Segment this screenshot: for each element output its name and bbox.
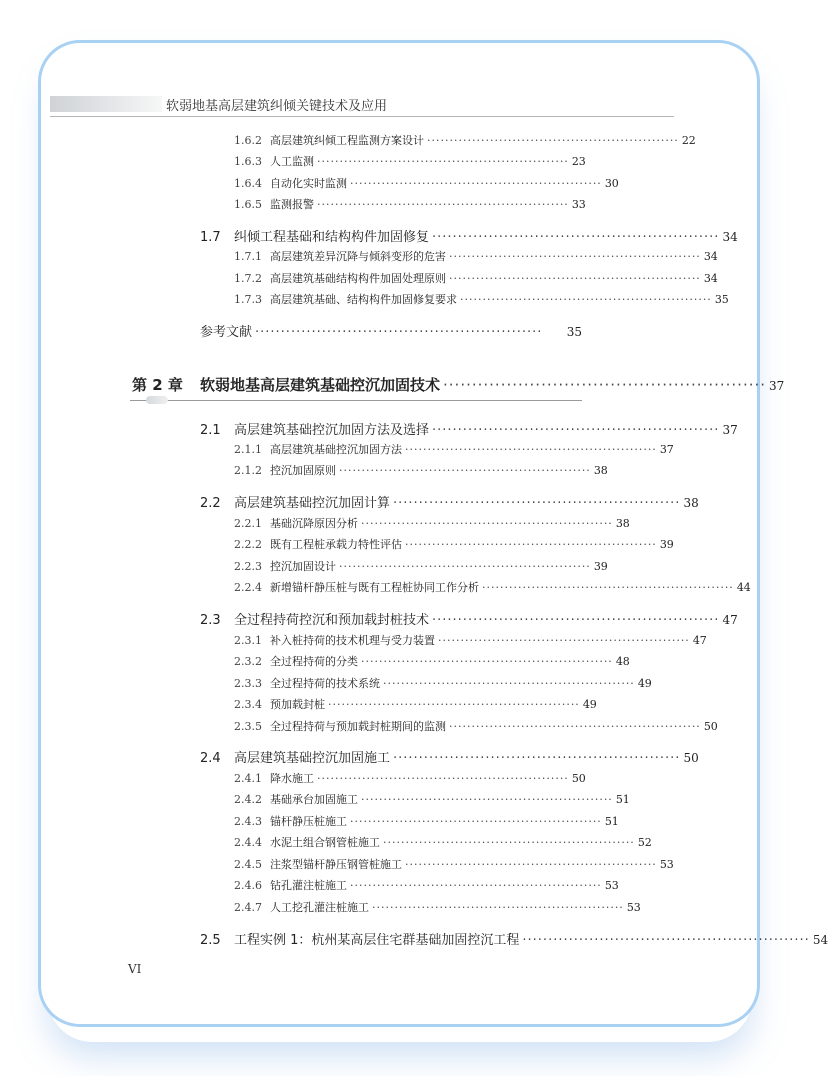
toc-entry: 2.3.1 补入桩持荷的技术机理与受力装置 ························································ 47 xyxy=(234,634,707,647)
toc-entry: 1.6.2 高层建筑纠倾工程监测方案设计 ························································ 22 xyxy=(234,134,696,147)
toc-section-entry: 2.2 高层建筑基础控沉加固计算 ························································ 38 xyxy=(200,496,699,511)
toc-references-entry: 参考文献 ························································ 35 xyxy=(200,325,582,340)
toc-section-entry: 2.1 高层建筑基础控沉加固方法及选择 ························································ 37 xyxy=(200,423,738,438)
toc-entry: 1.6.4 自动化实时监测 ························································ 30 xyxy=(234,177,619,190)
toc-entry: 2.4.7 人工挖孔灌注桩施工 ························································ 53 xyxy=(234,901,641,914)
toc-entry: 1.7.1 高层建筑差异沉降与倾斜变形的危害 ························································ 34 xyxy=(234,250,718,263)
running-header: 软弱地基高层建筑纠倾关键技术及应用 xyxy=(166,99,388,114)
toc-entry: 1.7.2 高层建筑基础结构构件加固处理原则 ························································ 34 xyxy=(234,272,718,285)
chapter-rule-ornament xyxy=(146,396,168,404)
toc-entry: 2.4.1 降水施工 ························································ 50 xyxy=(234,772,586,785)
toc-entry: 2.1.1 高层建筑基础控沉加固方法 ························································ 37 xyxy=(234,443,674,456)
toc-entry: 2.2.4 新增锚杆静压桩与既有工程桩协同工作分析 ························································ 44 xyxy=(234,581,751,594)
toc-entry: 2.3.4 预加载封桩 ························································ 49 xyxy=(234,698,597,711)
chapter-rule xyxy=(130,400,582,401)
toc-section-entry: 2.5 工程实例 1：杭州某高层住宅群基础加固控沉工程 ························································ 54 xyxy=(200,933,828,948)
toc-entry: 2.4.3 锚杆静压桩施工 ························································ 51 xyxy=(234,815,619,828)
toc-entry: 2.4.6 钻孔灌注桩施工 ························································ 53 xyxy=(234,879,619,892)
toc-entry: 2.2.2 既有工程桩承载力特性评估 ························································ 39 xyxy=(234,538,674,551)
toc-entry: 2.3.2 全过程持荷的分类 ························································ 48 xyxy=(234,655,630,668)
toc-entry: 1.6.3 人工监测 ························································ 23 xyxy=(234,155,586,168)
toc-entry: 2.2.1 基础沉降原因分析 ························································ 38 xyxy=(234,517,630,530)
toc-entry: 2.3.5 全过程持荷与预加载封桩期间的监测 ························································ 50 xyxy=(234,720,718,733)
toc-entry: 2.4.2 基础承台加固施工 ························································ 51 xyxy=(234,793,630,806)
toc-entry: 2.4.5 注浆型锚杆静压钢管桩施工 ························································ 53 xyxy=(234,858,674,871)
toc-entry: 2.4.4 水泥土组合钢管桩施工 ························································ 52 xyxy=(234,836,652,849)
toc-entry: 1.6.5 监测报警 ························································ 33 xyxy=(234,198,586,211)
toc-entry: 2.1.2 控沉加固原则 ························································ 38 xyxy=(234,464,608,477)
toc-section-entry: 1.7 纠倾工程基础和结构构件加固修复 ························································ 34 xyxy=(200,230,738,245)
toc-entry: 2.2.3 控沉加固设计 ························································ 39 xyxy=(234,560,608,573)
toc-section-entry: 2.3 全过程持荷控沉和预加载封桩技术 ························································ 47 xyxy=(200,613,738,628)
toc-chapter-entry: 第 2 章 软弱地基高层建筑基础控沉加固技术 ························································ 37 xyxy=(132,376,785,394)
toc-entry: 1.7.3 高层建筑基础、结构构件加固修复要求 ························································ 35 xyxy=(234,293,729,306)
toc-entry: 2.3.3 全过程持荷的技术系统 ························································ 49 xyxy=(234,677,652,690)
page-number: VI xyxy=(128,962,142,976)
toc-section-entry: 2.4 高层建筑基础控沉加固施工 ························································ 50 xyxy=(200,751,699,766)
